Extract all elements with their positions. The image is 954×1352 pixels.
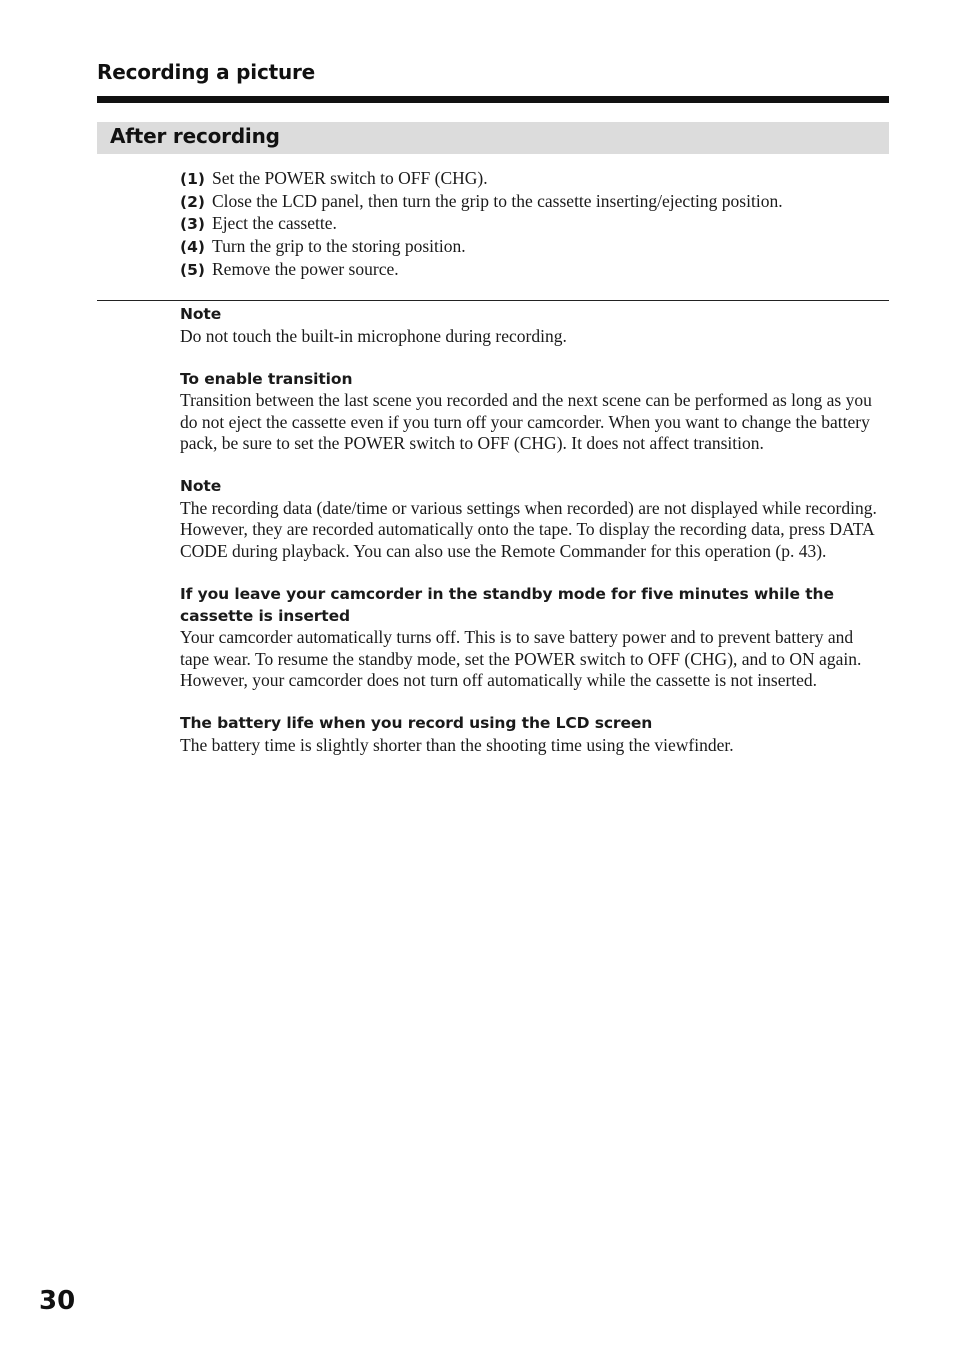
step-item	[180, 213, 890, 236]
step-number: (3)	[180, 215, 205, 234]
step-item	[180, 191, 890, 214]
note-heading: Note	[180, 305, 222, 323]
step-text: Turn the grip to the storing position.	[212, 236, 466, 257]
note-body: Do not touch the built-in microphone during recording.	[180, 325, 567, 346]
notes-section	[180, 304, 880, 778]
subsection-banner	[97, 122, 889, 154]
note-heading: The battery life when you record using the LCD screen	[180, 714, 653, 733]
note-block	[180, 476, 880, 562]
note-body: Transition between the last scene you recorded and the next scene can be performed as long as you do not eject the cassette even if you turn off your camcorder. When you want to change the battery pack, be sure to set the POWER switch to OFF (CHG). It does not affect transition.	[180, 390, 872, 454]
step-text: Set the POWER switch to OFF (CHG).	[212, 168, 488, 188]
note-body: The recording data (date/time or various settings when recorded) are not displayed while recording. However, they are recorded automatically onto the tape. To display the recording data, press DATA CODE during playback. You can also use the Remote Commander for this operation (p. 43).	[180, 497, 877, 562]
subsection-title: After recording	[110, 124, 280, 148]
page-number: 30	[39, 1286, 76, 1316]
note-heading: If you leave your camcorder in the standby mode for five minutes while the cassette is inserted	[180, 585, 834, 625]
step-number: (5)	[180, 260, 205, 279]
note-block	[180, 304, 880, 347]
note-block	[180, 584, 880, 692]
note-block	[180, 713, 880, 756]
step-item	[180, 236, 890, 259]
step-item	[180, 259, 890, 282]
step-text: Remove the power source.	[212, 258, 399, 279]
notes-divider	[97, 300, 889, 301]
step-text: Close the LCD panel, then turn the grip to the cassette inserting/ejecting position.	[212, 190, 783, 211]
note-body: The battery time is slightly shorter than the shooting time using the viewfinder.	[180, 734, 734, 755]
note-block	[180, 369, 880, 455]
step-text: Eject the cassette.	[212, 213, 337, 234]
step-number: (1)	[180, 170, 205, 188]
steps-list	[180, 168, 890, 282]
note-body: Your camcorder automatically turns off. This is to save battery power and to prevent battery and tape wear. To resume the standby mode, set the POWER switch to OFF (CHG), and to ON again. However, your camcorder does not turn off automatically while the cassette is not inserted.	[180, 627, 862, 691]
section-rule	[97, 96, 889, 103]
note-heading: To enable transition	[180, 369, 353, 388]
step-item	[180, 168, 890, 191]
step-number: (4)	[180, 238, 205, 257]
section-title: Recording a picture	[97, 60, 316, 84]
note-heading: Note	[180, 477, 222, 496]
step-number: (2)	[180, 192, 205, 211]
